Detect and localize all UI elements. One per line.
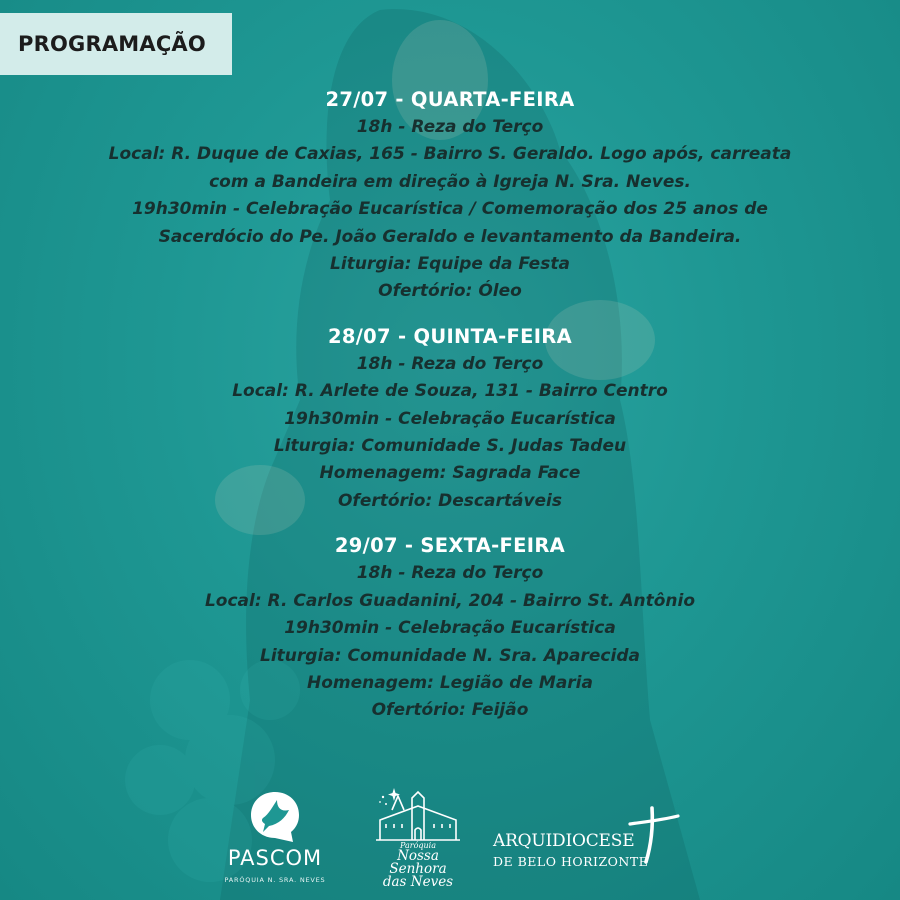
parish-small-label: Paróquia: [399, 841, 437, 850]
logo-bar: [0, 780, 900, 900]
schedule-line: 19h30min - Celebração Eucarística / Comemoração dos 25 anos de: [132, 199, 768, 220]
church-star-icon: [372, 788, 464, 842]
schedule-line: 18h - Reza do Terço: [356, 353, 544, 374]
schedule-line: Ofertório: Feijão: [371, 700, 529, 721]
schedule-line: com a Bandeira em direção à Igreja N. Sra. Neves.: [209, 171, 691, 192]
schedule-line: 19h30min - Celebração Eucarística: [284, 618, 616, 639]
parish-name-line1: Nossa Senhora: [389, 848, 447, 877]
schedule-line: Liturgia: Equipe da Festa: [330, 254, 570, 275]
schedule-line: Local: R. Duque de Caxias, 165 - Bairro S. Geraldo. Logo após, carreata: [108, 144, 792, 165]
schedule-line: Sacerdócio do Pe. João Geraldo e levantamento da Bandeira.: [158, 226, 742, 247]
parish-name-line2: das Neves: [382, 874, 454, 890]
day-title: 27/07 - QUARTA-FEIRA: [325, 88, 575, 111]
archdiocese-line1: ARQUIDIOCESE: [493, 831, 635, 851]
schedule-line: Local: R. Arlete de Souza, 131 - Bairro Centro: [232, 381, 668, 402]
schedule-line: Homenagem: Legião de Maria: [307, 672, 593, 693]
schedule-line: 18h - Reza do Terço: [356, 117, 544, 137]
schedule-line: Liturgia: Comunidade S. Judas Tadeu: [273, 436, 627, 457]
schedule-line: Local: R. Carlos Guadanini, 204 - Bairro St. Antônio: [204, 590, 696, 611]
pascom-subtitle: PARÓQUIA N. SRA. NEVES: [224, 876, 326, 884]
schedule-line: Ofertório: Óleo: [378, 281, 522, 302]
day-title: 29/07 - SEXTA-FEIRA: [334, 534, 566, 558]
schedule-line: 19h30min - Celebração Eucarística: [284, 408, 616, 429]
archdiocese-line2: DE BELO HORIZONTE: [493, 854, 649, 869]
schedule-line: Ofertório: Descartáveis: [337, 490, 563, 511]
schedule-line: Liturgia: Comunidade N. Sra. Aparecida: [260, 645, 640, 666]
parish-logo: [372, 788, 464, 889]
pascom-logo: [220, 788, 330, 884]
pascom-name: PASCOM: [227, 846, 323, 870]
schedule: [0, 86, 900, 742]
program-tag-label: PROGRAMAÇÃO: [18, 32, 206, 56]
schedule-line: 18h - Reza do Terço: [356, 563, 544, 584]
dove-speech-bubble-icon: [247, 788, 303, 844]
program-tag: [0, 13, 232, 75]
day-title: 28/07 - QUINTA-FEIRA: [327, 324, 573, 348]
day-block: [0, 86, 900, 306]
schedule-line: Homenagem: Sagrada Face: [319, 463, 581, 484]
archdiocese-logo: [490, 804, 690, 874]
cross-icon: [626, 806, 682, 866]
day-block: [0, 323, 900, 515]
day-block: [0, 532, 900, 724]
